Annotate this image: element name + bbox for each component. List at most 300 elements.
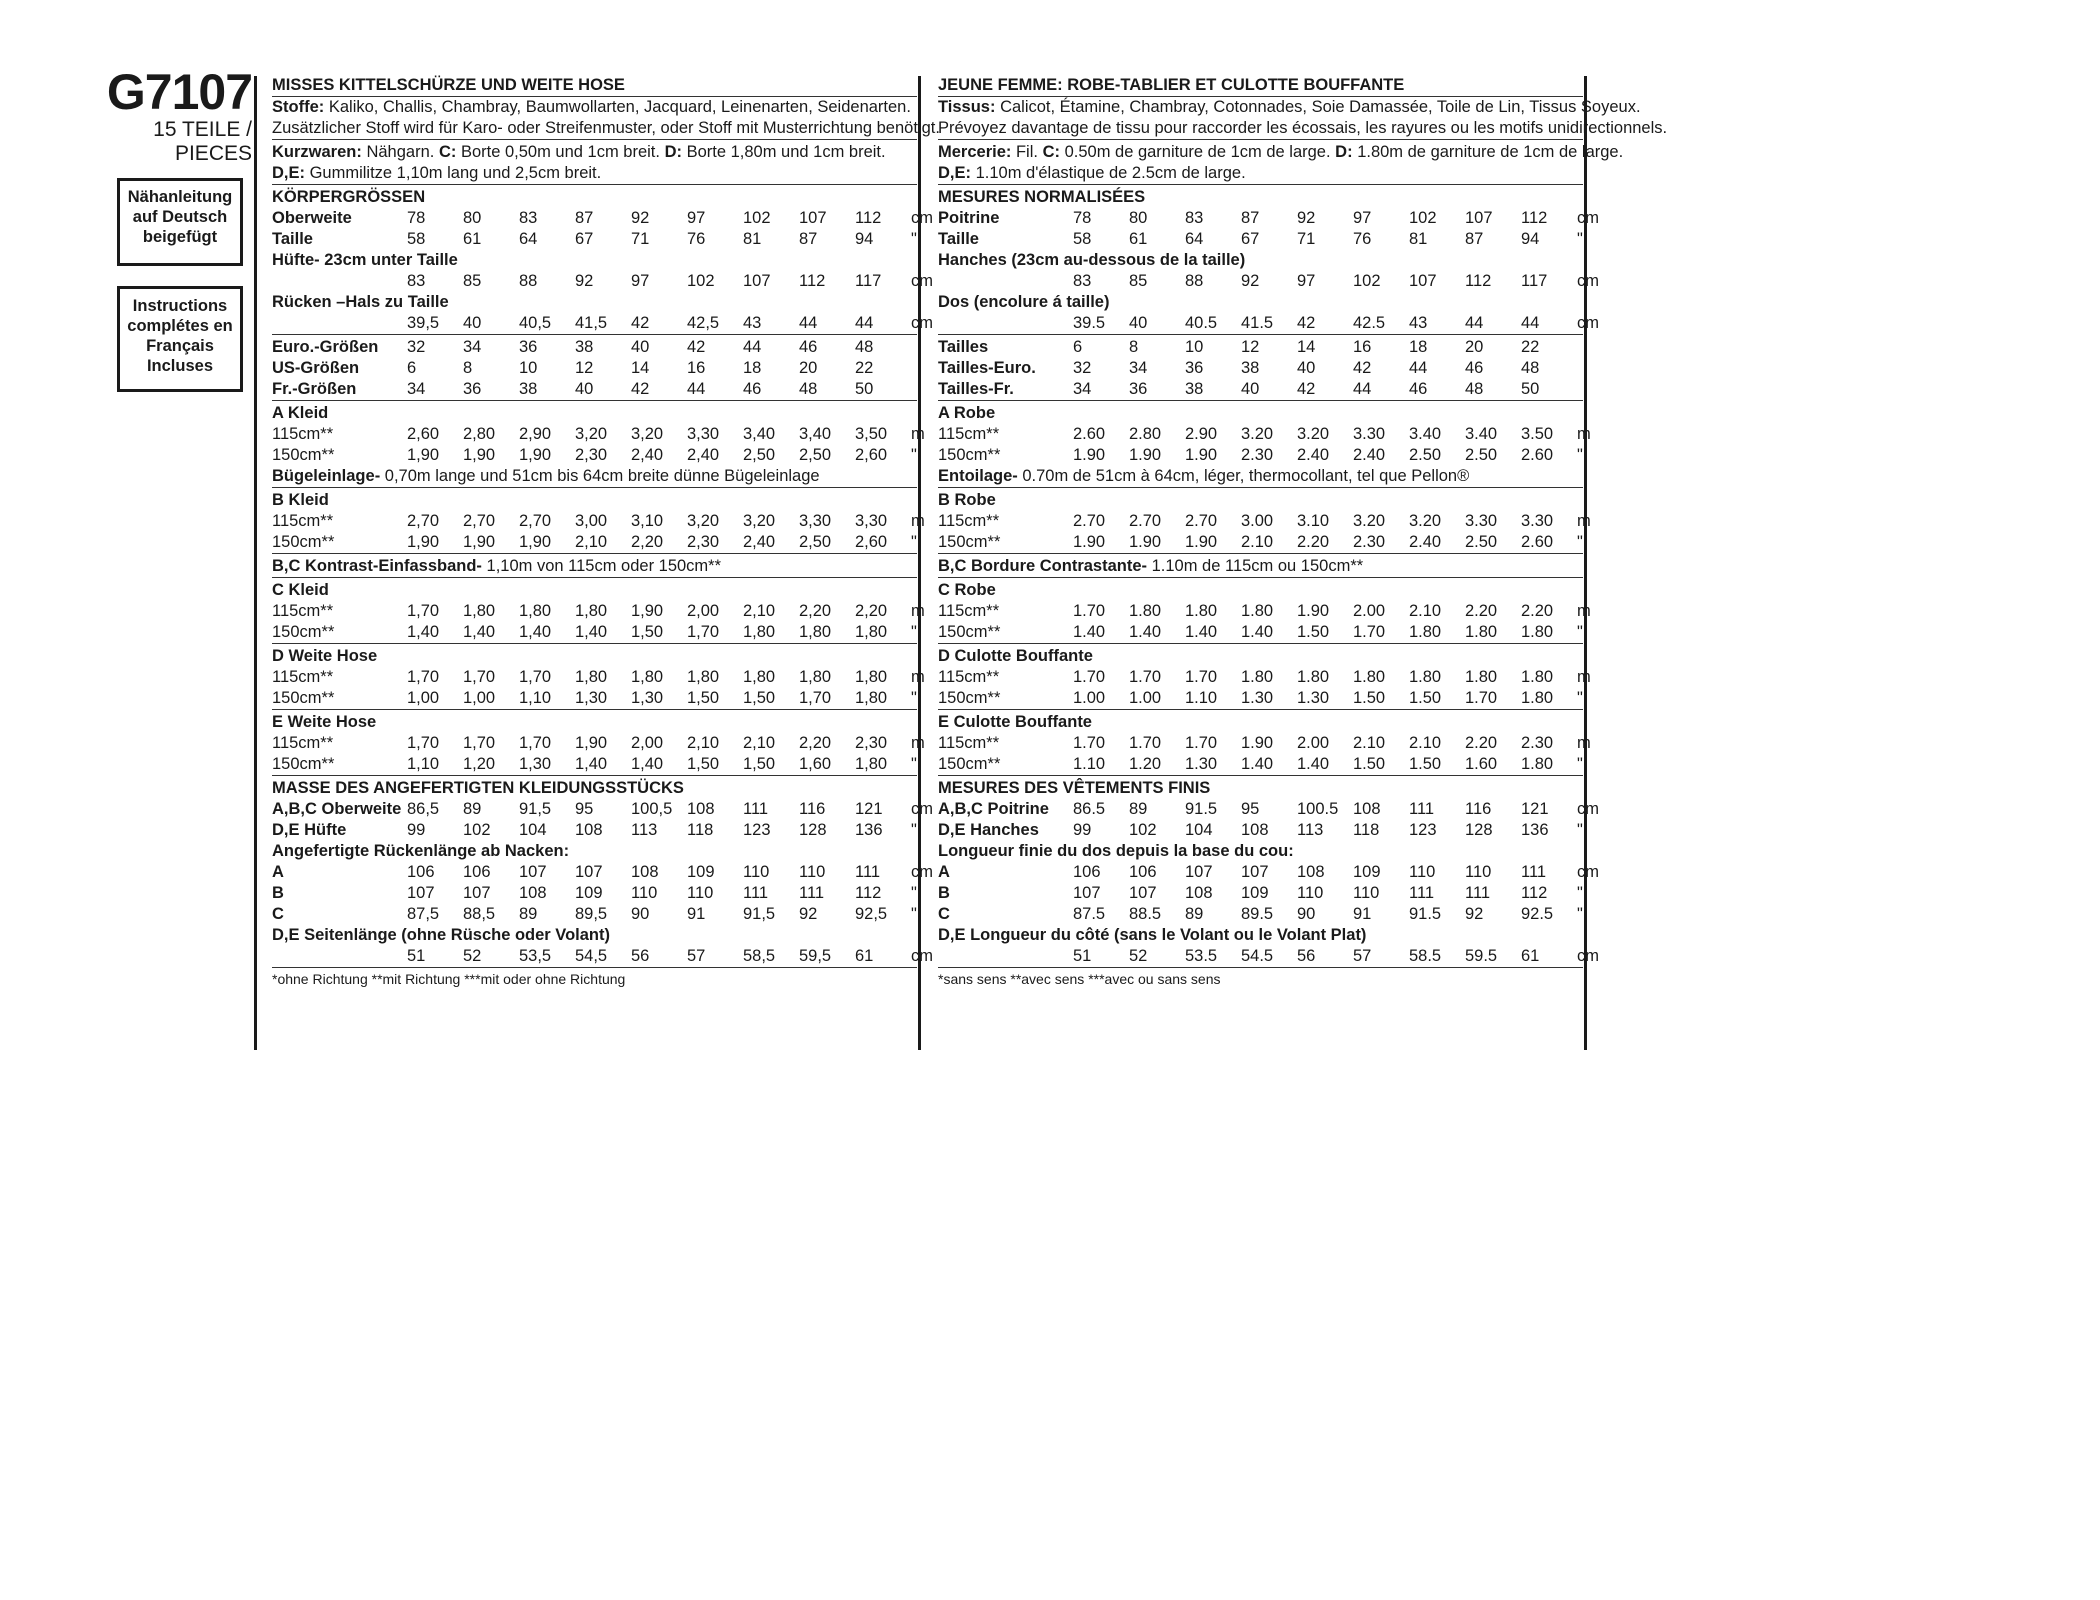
row-label: B: [938, 884, 950, 903]
size-row-a115: [938, 424, 1591, 445]
value-cell: 1.10: [1073, 755, 1106, 774]
value-cell: 2.30: [1521, 734, 1554, 753]
size-row-fc: [272, 904, 917, 925]
value-cell: 53,5: [519, 947, 552, 966]
value-cell: 87: [799, 230, 818, 249]
back-label-row: [938, 292, 1583, 313]
size-row-fb: [272, 883, 917, 904]
row-label: 115cm**: [938, 668, 1000, 687]
value-cell: 42: [687, 338, 706, 357]
notions-d-text: 1.80m de garniture de 1cm de large.: [1357, 143, 1624, 162]
value-cell: 64: [1185, 230, 1204, 249]
value-cell: 59,5: [799, 947, 832, 966]
value-cell: 1,80: [855, 755, 888, 774]
value-cell: 3.20: [1409, 512, 1442, 531]
unit-cell: ": [911, 689, 917, 708]
value-cell: 1.90: [1297, 602, 1330, 621]
unit-cell: m: [911, 602, 925, 621]
value-cell: 3.40: [1465, 425, 1498, 444]
value-cell: 107: [575, 863, 603, 882]
value-cell: 48: [799, 380, 818, 399]
value-cell: 1,50: [743, 755, 776, 774]
notions-c-label: C:: [438, 143, 457, 162]
value-cell: 2,40: [687, 446, 720, 465]
value-cell: 2,80: [463, 425, 496, 444]
value-cell: 1,70: [463, 734, 496, 753]
value-cell: 3,10: [631, 512, 664, 531]
value-cell: 107: [463, 884, 491, 903]
row-label: 115cm**: [272, 668, 334, 687]
value-cell: 117: [1521, 272, 1548, 291]
unit-cell: ": [1577, 884, 1583, 903]
value-cell: 1,70: [519, 734, 552, 753]
value-cell: 3.30: [1521, 512, 1554, 531]
value-cell: 1.30: [1241, 689, 1274, 708]
unit-cell: m: [1577, 425, 1591, 444]
value-cell: 113: [631, 821, 658, 840]
value-cell: 2,50: [799, 446, 832, 465]
value-cell: 1.50: [1409, 755, 1442, 774]
value-cell: 3,30: [799, 512, 832, 531]
value-cell: 1.90: [1185, 446, 1218, 465]
unit-cell: ": [911, 905, 917, 924]
view-b-row: [938, 487, 1583, 511]
value-cell: 99: [1073, 821, 1092, 840]
value-cell: 18: [743, 359, 762, 378]
value-cell: 92: [1465, 905, 1484, 924]
body-heading-row: [938, 184, 1583, 208]
value-cell: 112: [855, 884, 882, 903]
value-cell: 92,5: [855, 905, 888, 924]
value-cell: 1.90: [1241, 734, 1274, 753]
value-cell: 2.10: [1241, 533, 1274, 552]
value-cell: 2,30: [687, 533, 720, 552]
value-cell: 61: [1129, 230, 1148, 249]
row-label: 115cm**: [272, 602, 334, 621]
value-cell: 1.70: [1073, 602, 1106, 621]
value-cell: 46: [743, 380, 762, 399]
size-row-a150: [272, 445, 917, 466]
value-cell: 1,70: [407, 734, 440, 753]
value-cell: 71: [1297, 230, 1316, 249]
value-cell: 113: [1297, 821, 1324, 840]
size-row-d150: [272, 688, 917, 709]
value-cell: 1.90: [1073, 533, 1106, 552]
view-c-row: [272, 577, 917, 601]
fabrics-text: Kaliko, Challis, Chambray, Baumwollarten, Jacquard, Leinenarten, Seidenarten.: [328, 98, 911, 117]
view-c-heading: C Robe: [938, 581, 996, 600]
value-cell: 2,70: [463, 512, 496, 531]
finished-heading-row: [938, 775, 1583, 799]
value-cell: 92: [1241, 272, 1260, 291]
value-cell: 64: [519, 230, 538, 249]
back-label: Rücken –Hals zu Taille: [272, 293, 449, 312]
value-cell: 102: [1129, 821, 1157, 840]
hip-label: Hanches (23cm au-dessous de la taille): [938, 251, 1246, 270]
size-row-b115: [938, 511, 1591, 532]
value-cell: 44: [687, 380, 706, 399]
value-cell: 42.5: [1353, 314, 1386, 333]
value-cell: 6: [407, 359, 417, 378]
value-cell: 48: [1521, 359, 1540, 378]
unit-cell: ": [1577, 533, 1583, 552]
footnote: [938, 967, 1583, 990]
unit-cell: ": [911, 230, 917, 249]
value-cell: 1.50: [1353, 755, 1386, 774]
row-label: 115cm**: [272, 512, 334, 531]
value-cell: 118: [1353, 821, 1380, 840]
value-cell: 99: [407, 821, 426, 840]
value-cell: 136: [1521, 821, 1549, 840]
value-cell: 94: [1521, 230, 1540, 249]
notions-de-text: Gummilitze 1,10m lang und 2,5cm breit.: [309, 164, 602, 183]
value-cell: 2,90: [519, 425, 552, 444]
value-cell: 2.40: [1297, 446, 1330, 465]
value-cell: 1.30: [1297, 689, 1330, 708]
value-cell: 3,20: [631, 425, 664, 444]
row-label: 115cm**: [272, 425, 334, 444]
value-cell: 61: [855, 947, 874, 966]
value-cell: 1,90: [519, 533, 552, 552]
value-cell: 44: [799, 314, 818, 333]
value-cell: 1.00: [1129, 689, 1162, 708]
value-cell: 81: [743, 230, 762, 249]
size-row-fr: [272, 379, 917, 400]
value-cell: 2.70: [1129, 512, 1162, 531]
value-cell: 2.10: [1353, 734, 1386, 753]
value-cell: 36: [463, 380, 482, 399]
value-cell: 87: [1241, 209, 1260, 228]
unit-cell: ": [911, 821, 917, 840]
pattern-header: [92, 66, 252, 166]
value-cell: 1,40: [407, 623, 440, 642]
value-cell: 51: [407, 947, 426, 966]
value-cell: 2,20: [855, 602, 888, 621]
value-cell: 1.90: [1073, 446, 1106, 465]
value-cell: 1.00: [1073, 689, 1106, 708]
row-label: 150cm**: [938, 533, 1001, 552]
value-cell: 108: [519, 884, 547, 903]
unit-cell: ": [1577, 623, 1583, 642]
value-cell: 111: [1409, 800, 1435, 819]
value-cell: 6: [1073, 338, 1083, 357]
value-cell: 97: [1297, 272, 1316, 291]
unit-cell: ": [911, 884, 917, 903]
value-cell: 3,20: [743, 512, 776, 531]
unit-cell: cm: [911, 800, 933, 819]
unit-cell: ": [1577, 821, 1583, 840]
value-cell: 102: [687, 272, 715, 291]
view-b-row: [272, 487, 917, 511]
value-cell: 83: [519, 209, 538, 228]
value-cell: 2.20: [1297, 533, 1330, 552]
unit-cell: m: [1577, 668, 1591, 687]
value-cell: 111: [1465, 884, 1491, 903]
value-cell: 1.50: [1409, 689, 1442, 708]
finished-heading: MASSE DES ANGEFERTIGTEN KLEIDUNGSSTÜCKS: [272, 779, 684, 798]
size-row-c150: [938, 622, 1583, 643]
value-cell: 91,5: [743, 905, 776, 924]
value-cell: 106: [1129, 863, 1157, 882]
value-cell: 92: [799, 905, 818, 924]
view-e-row: [272, 709, 917, 733]
value-cell: 59.5: [1465, 947, 1498, 966]
value-cell: 1,80: [855, 623, 888, 642]
value-cell: 44: [743, 338, 762, 357]
value-cell: 110: [631, 884, 658, 903]
notions-thread: Fil.: [1015, 143, 1038, 162]
size-row-e115: [938, 733, 1591, 754]
finished-heading: MESURES DES VÊTEMENTS FINIS: [938, 779, 1211, 798]
value-cell: 2.90: [1185, 425, 1218, 444]
value-cell: 2.50: [1465, 446, 1498, 465]
view-d-row: [938, 643, 1583, 667]
value-cell: 36: [1129, 380, 1148, 399]
value-cell: 22: [1521, 338, 1540, 357]
french-instructions-box: Instructions complétes en Français Incluses: [117, 286, 243, 392]
row-label: 150cm**: [272, 533, 335, 552]
value-cell: 14: [1297, 338, 1316, 357]
unit-cell: ": [1577, 755, 1583, 774]
value-cell: 110: [1297, 884, 1324, 903]
section-title: [938, 72, 1583, 97]
row-label: Taille: [938, 230, 979, 249]
hip-label-row: [938, 250, 1583, 271]
value-cell: 88: [1185, 272, 1204, 291]
value-cell: 121: [855, 800, 883, 819]
value-cell: 12: [1241, 338, 1260, 357]
size-row-euro: [272, 334, 917, 358]
value-cell: 1,40: [575, 755, 608, 774]
contrast-label: B,C Kontrast-Einfassband-: [272, 557, 482, 576]
row-label: Euro.-Größen: [272, 338, 379, 357]
row-label: 150cm**: [938, 446, 1001, 465]
value-cell: 92: [1297, 209, 1316, 228]
unit-cell: cm: [1577, 863, 1599, 882]
value-cell: 1.70: [1465, 689, 1498, 708]
value-cell: 2.20: [1465, 734, 1498, 753]
value-cell: 56: [631, 947, 650, 966]
unit-cell: cm: [911, 209, 933, 228]
value-cell: 78: [1073, 209, 1092, 228]
value-cell: 108: [631, 863, 659, 882]
value-cell: 58: [1073, 230, 1092, 249]
value-cell: 109: [687, 863, 715, 882]
value-cell: 1,80: [631, 668, 664, 687]
value-cell: 1.70: [1073, 668, 1106, 687]
value-cell: 14: [631, 359, 650, 378]
row-label: 150cm**: [938, 689, 1001, 708]
value-cell: 85: [1129, 272, 1148, 291]
value-cell: 2.60: [1521, 446, 1554, 465]
value-cell: 2,20: [631, 533, 664, 552]
value-cell: 1,90: [631, 602, 664, 621]
value-cell: 22: [855, 359, 874, 378]
size-row-c115: [272, 601, 925, 622]
row-label: Poitrine: [938, 209, 1000, 228]
value-cell: 1,90: [407, 446, 440, 465]
interfacing-line: [938, 466, 1583, 487]
notions-d-label: D:: [1335, 143, 1353, 162]
value-cell: 2,60: [855, 446, 888, 465]
size-row-waist: [938, 229, 1583, 250]
value-cell: 1,80: [687, 668, 720, 687]
value-cell: 95: [1241, 800, 1260, 819]
size-row-c115: [938, 601, 1591, 622]
value-cell: 3,20: [687, 512, 720, 531]
value-cell: 42: [631, 314, 650, 333]
value-cell: 1,30: [631, 689, 664, 708]
view-a-row: [272, 400, 917, 424]
value-cell: 91.5: [1409, 905, 1442, 924]
value-cell: 50: [855, 380, 874, 399]
value-cell: 16: [1353, 338, 1372, 357]
value-cell: 92.5: [1521, 905, 1554, 924]
value-cell: 16: [687, 359, 706, 378]
value-cell: 2,70: [519, 512, 552, 531]
value-cell: 2.20: [1465, 602, 1498, 621]
size-row-back: [938, 313, 1599, 334]
row-label: Tailles-Euro.: [938, 359, 1036, 378]
value-cell: 92: [575, 272, 594, 291]
value-cell: 58.5: [1409, 947, 1442, 966]
value-cell: 1.40: [1073, 623, 1106, 642]
value-cell: 44: [1353, 380, 1372, 399]
value-cell: 40: [1129, 314, 1148, 333]
body-heading-row: [272, 184, 917, 208]
value-cell: 1.80: [1241, 668, 1274, 687]
value-cell: 50: [1521, 380, 1540, 399]
value-cell: 3,40: [799, 425, 832, 444]
value-cell: 3,00: [575, 512, 608, 531]
value-cell: 2.00: [1353, 602, 1386, 621]
row-label: A,B,C Poitrine: [938, 800, 1049, 819]
size-row-d115: [938, 667, 1591, 688]
value-cell: 1,20: [463, 755, 496, 774]
value-cell: 1,60: [799, 755, 832, 774]
size-row-side: [272, 946, 933, 967]
unit-cell: ": [1577, 689, 1583, 708]
value-cell: 1.70: [1073, 734, 1106, 753]
size-row-fhip: [938, 820, 1583, 841]
value-cell: 102: [1353, 272, 1381, 291]
value-cell: 1.60: [1465, 755, 1498, 774]
value-cell: 128: [799, 821, 827, 840]
value-cell: 2.00: [1297, 734, 1330, 753]
unit-cell: cm: [911, 314, 933, 333]
value-cell: 34: [463, 338, 482, 357]
value-cell: 44: [1521, 314, 1540, 333]
notions-de-label: D,E:: [938, 164, 971, 183]
value-cell: 109: [1353, 863, 1381, 882]
value-cell: 109: [575, 884, 603, 903]
value-cell: 1,70: [407, 602, 440, 621]
interfacing-label: Bügeleinlage-: [272, 467, 381, 486]
unit-cell: ": [911, 623, 917, 642]
value-cell: 107: [1185, 863, 1213, 882]
contrast-text: 1.10m de 115cm ou 150cm**: [1151, 557, 1364, 576]
value-cell: 123: [1409, 821, 1437, 840]
value-cell: 51: [1073, 947, 1092, 966]
value-cell: 1,90: [407, 533, 440, 552]
value-cell: 1.80: [1521, 668, 1554, 687]
value-cell: 2.20: [1521, 602, 1554, 621]
view-b-heading: B Robe: [938, 491, 996, 510]
unit-cell: ": [1577, 905, 1583, 924]
value-cell: 1.40: [1185, 623, 1218, 642]
value-cell: 2.30: [1241, 446, 1274, 465]
value-cell: 1.80: [1129, 602, 1162, 621]
pattern-code: G7107: [106, 64, 252, 120]
value-cell: 42: [1297, 314, 1316, 333]
value-cell: 2,50: [743, 446, 776, 465]
value-cell: 8: [463, 359, 473, 378]
value-cell: 1.80: [1185, 602, 1218, 621]
value-cell: 1,70: [407, 668, 440, 687]
value-cell: 107: [1241, 863, 1269, 882]
value-cell: 3.40: [1409, 425, 1442, 444]
value-cell: 2,60: [407, 425, 440, 444]
value-cell: 41,5: [575, 314, 608, 333]
value-cell: 112: [855, 209, 882, 228]
value-cell: 54,5: [575, 947, 608, 966]
unit-cell: cm: [911, 947, 933, 966]
value-cell: 110: [1353, 884, 1380, 903]
value-cell: 111: [1409, 884, 1435, 903]
value-cell: 81: [1409, 230, 1428, 249]
view-c-row: [938, 577, 1583, 601]
value-cell: 1,80: [799, 623, 832, 642]
value-cell: 2,70: [407, 512, 440, 531]
value-cell: 2,50: [799, 533, 832, 552]
value-cell: 110: [743, 863, 770, 882]
value-cell: 39.5: [1073, 314, 1106, 333]
value-cell: 20: [1465, 338, 1484, 357]
contrast-label: B,C Bordure Contrastante-: [938, 557, 1148, 576]
size-row-b150: [272, 532, 917, 553]
value-cell: 1,30: [575, 689, 608, 708]
value-cell: 3.10: [1297, 512, 1330, 531]
notions-label: Kurzwaren:: [272, 143, 362, 162]
value-cell: 78: [407, 209, 426, 228]
value-cell: 2,10: [687, 734, 720, 753]
row-label: 150cm**: [938, 623, 1001, 642]
value-cell: 100.5: [1297, 800, 1339, 819]
value-cell: 108: [1297, 863, 1325, 882]
view-e-row: [938, 709, 1583, 733]
value-cell: 1.80: [1521, 623, 1554, 642]
notions-d-text: Borte 1,80m und 1cm breit.: [686, 143, 886, 162]
value-cell: 89: [1129, 800, 1148, 819]
value-cell: 1.40: [1241, 755, 1274, 774]
value-cell: 1.80: [1297, 668, 1330, 687]
value-cell: 10: [1185, 338, 1204, 357]
value-cell: 2.50: [1465, 533, 1498, 552]
unit-cell: cm: [911, 272, 933, 291]
value-cell: 1,90: [463, 446, 496, 465]
unit-cell: cm: [1577, 209, 1599, 228]
value-cell: 88,5: [463, 905, 496, 924]
value-cell: 38: [1241, 359, 1260, 378]
value-cell: 2,30: [575, 446, 608, 465]
notions-elastic-line: [938, 163, 1583, 184]
value-cell: 1,80: [519, 602, 552, 621]
value-cell: 2,10: [743, 602, 776, 621]
notions-c-text: 0.50m de garniture de 1cm de large.: [1064, 143, 1331, 162]
value-cell: 1,80: [799, 668, 832, 687]
value-cell: 41.5: [1241, 314, 1274, 333]
notions-d-label: D:: [664, 143, 682, 162]
